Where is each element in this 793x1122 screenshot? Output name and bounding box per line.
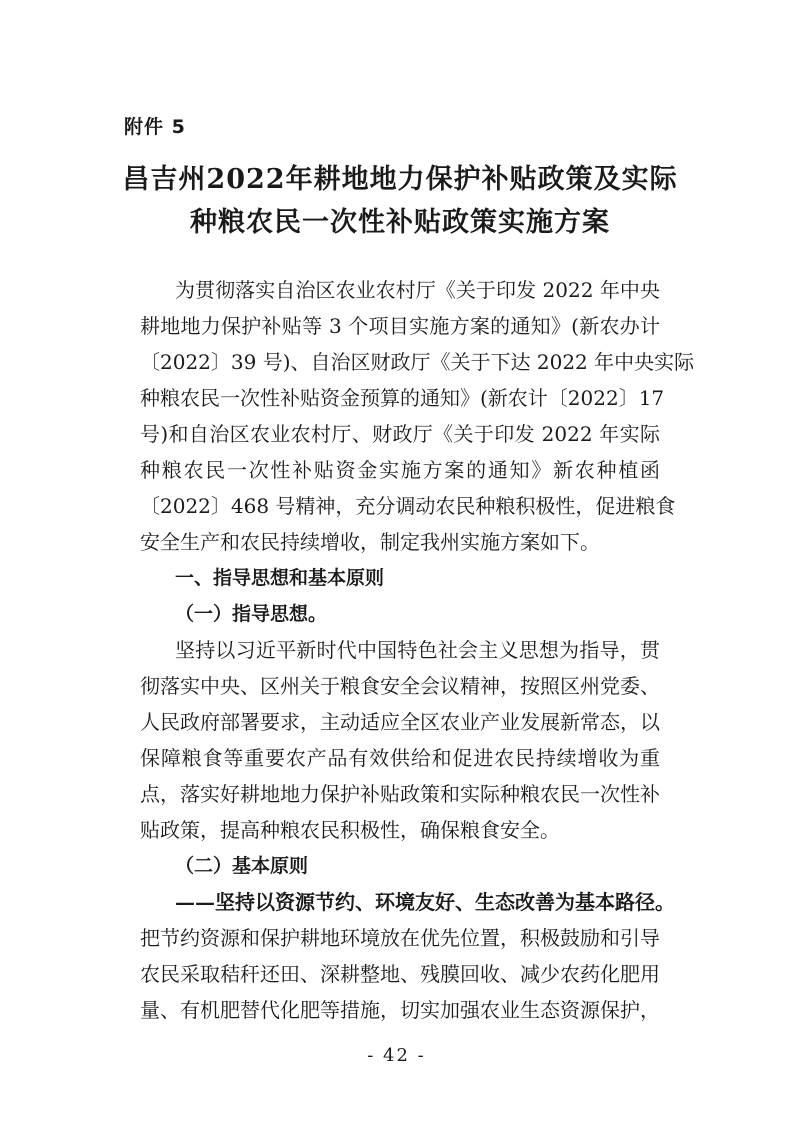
principle-line: 把节约资源和保护耕地环境放在优先位置，积极鼓励和引导: [140, 926, 660, 950]
attachment-label: 附件 5: [124, 116, 186, 138]
intro-line: 耕地地力保护补贴等 3 个项目实施方案的通知》(新农办计: [140, 314, 660, 338]
principle-line: 量、有机肥替代化肥等措施，切实加强农业生态资源保护，: [140, 998, 660, 1022]
intro-line: 种粮农民一次性补贴资金预算的通知》(新农计〔2022〕17: [140, 386, 665, 410]
title-line-2: 种粮农民一次性补贴政策实施方案: [190, 207, 610, 238]
principle-line: 农民采取秸秆还田、深耕整地、残膜回收、减少农药化肥用: [140, 962, 660, 986]
intro-line: 种粮农民一次性补贴资金实施方案的通知》新农种植函: [140, 458, 660, 482]
intro-line: 〔2022〕39 号)、自治区财政厅《关于下达 2022 年中央实际: [140, 350, 695, 374]
title-line-1: 昌吉州2022年耕地地力保护补贴政策及实际: [122, 164, 678, 195]
guiding-line: 保障粮食等重要农产品有效供给和促进农民持续增收为重: [140, 746, 660, 770]
guiding-line: 人民政府部署要求，主动适应全区农业产业发展新常态，以: [140, 710, 660, 734]
intro-line: 〔2022〕468 号精神，充分调动农民种粮积极性，促进粮食: [140, 494, 676, 518]
guiding-line: 贴政策，提高种粮农民积极性，确保粮食安全。: [140, 818, 560, 842]
guiding-line: 坚持以习近平新时代中国特色社会主义思想为指导，贯: [175, 638, 660, 662]
section-heading: 一、指导思想和基本原则: [175, 567, 385, 589]
subsection-heading: （二）基本原则: [175, 855, 309, 877]
intro-line: 安全生产和农民持续增收，制定我州实施方案如下。: [140, 530, 600, 554]
guiding-line: 彻落实中央、区州关于粮食安全会议精神，按照区州党委、: [140, 674, 660, 698]
guiding-line: 点，落实好耕地地力保护补贴政策和实际种粮农民一次性补: [140, 782, 660, 806]
page-number: - 42 -: [367, 1045, 426, 1066]
principle-lead: ——坚持以资源节约、环境友好、生态改善为基本路径。: [175, 890, 675, 914]
intro-line: 号)和自治区农业农村厅、财政厅《关于印发 2022 年实际: [140, 422, 660, 446]
intro-line: 为贯彻落实自治区农业农村厅《关于印发 2022 年中央: [175, 278, 660, 302]
subsection-heading: （一）指导思想。: [175, 603, 328, 625]
